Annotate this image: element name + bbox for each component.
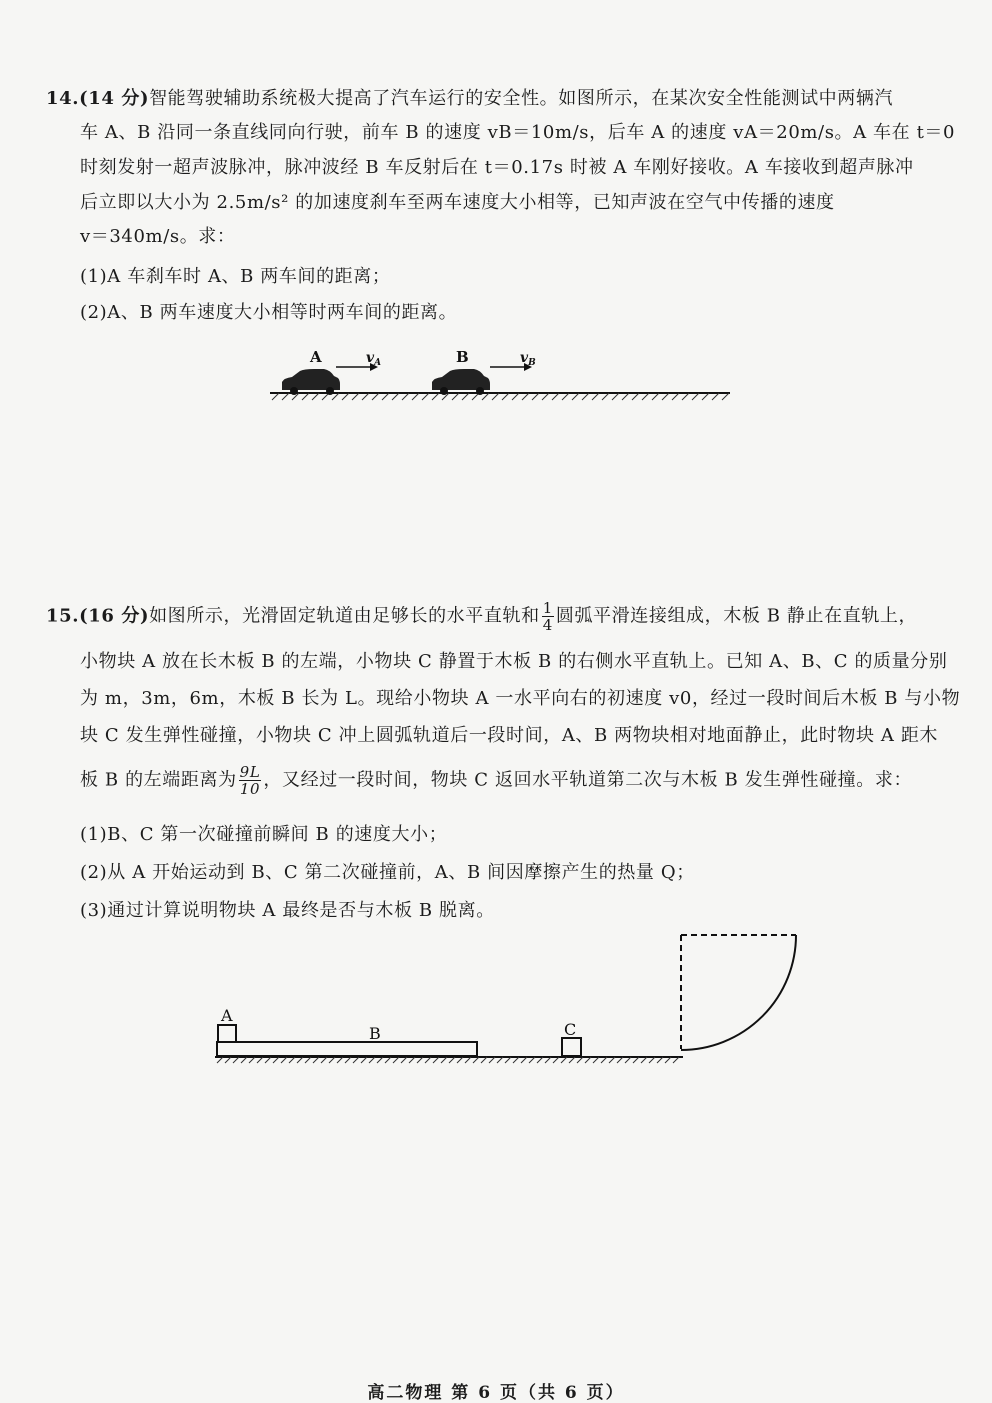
- q14-line-4: 后立即以大小为 2.5m/s² 的加速度刹车至两车速度大小相等，已知声波在空气中传播的速度: [80, 192, 835, 213]
- q14-line-3: 时刻发射一超声波脉冲，脉冲波经 B 车反射后在 t＝0.17s 时被 A 车刚好接收。A 车接收到超声脉冲: [80, 157, 914, 178]
- vb-label: $v_B$: [520, 350, 536, 368]
- block-c: [562, 1038, 581, 1056]
- car-b-label: B: [456, 348, 469, 366]
- q14-cars-figure: [260, 340, 730, 410]
- road-hatching: [272, 393, 729, 400]
- q15-text-5a: 板 B 的左端距离为: [80, 769, 237, 791]
- q15-sub-2: (2)从 A 开始运动到 B、C 第二次碰撞前，A、B 间因摩擦产生的热量 Q；: [80, 862, 695, 883]
- q15-points: (16 分): [79, 605, 150, 627]
- q15-fraction-quarter: [542, 600, 554, 633]
- q15-line-2: 小物块 A 放在长木板 B 的左端，小物块 C 静置于木板 B 的右侧水平直轨上。已知 A、B、C 的质量分别: [80, 651, 948, 672]
- q14-sub-1: (1)A 车刹车时 A、B 两车间的距离；: [80, 266, 391, 287]
- va-label: $v_A$: [366, 350, 382, 368]
- q14-number: 14.: [46, 88, 80, 109]
- q15-text-5b: ，又经过一段时间，物块 C 返回水平轨道第二次与木板 B 发生弹性碰撞。求：: [263, 769, 913, 791]
- label-a: A: [221, 1006, 233, 1025]
- q15-fraction-9l10: [239, 764, 262, 797]
- car-a-label: A: [310, 348, 322, 366]
- q14-text-1: 智能驾驶辅助系统极大提高了汽车运行的安全性。如图所示，在某次安全性能测试中两辆汽: [149, 88, 894, 109]
- q15-line-4: 块 C 发生弹性碰撞，小物块 C 冲上圆弧轨道后一段时间，A、B 两物块相对地面静止，此时物块 A 距木: [80, 725, 939, 746]
- page-footer: 高二物理 第 6 页（共 6 页）: [367, 1383, 625, 1403]
- car-a: [282, 369, 340, 395]
- q14-line-5: v＝340m/s。求：: [80, 226, 236, 247]
- q14-line-2: 车 A、B 沿同一条直线同向行驶，前车 B 的速度 vB＝10m/s，后车 A 的速度 vA＝20m/s。A 车在 t＝0: [80, 122, 956, 143]
- block-a: [218, 1025, 236, 1042]
- q14-sub-2: (2)A、B 两车速度大小相等时两车间的距离。: [80, 302, 458, 323]
- q15-sub-1: (1)B、C 第一次碰撞前瞬间 B 的速度大小；: [80, 824, 448, 845]
- car-b: [432, 369, 490, 395]
- q15-frac-num: 1: [542, 599, 553, 617]
- q15-track-figure: [205, 925, 815, 1075]
- q15-frac2-den: 10: [239, 780, 261, 798]
- q14-line-1: [46, 84, 893, 110]
- q15-number: 15.: [46, 605, 80, 627]
- q15-line-5: [80, 764, 912, 797]
- q15-frac2-num: 9L: [239, 763, 261, 781]
- board-b: [217, 1042, 477, 1056]
- arc-guide-dashed: [681, 935, 796, 1049]
- q14-points: (14 分): [79, 88, 150, 109]
- q15-line-3: 为 m，3m，6m，木板 B 长为 L。现给小物块 A 一水平向右的初速度 v0，经过一段时间后木板 B 与小物: [80, 688, 961, 709]
- q15-frac-den: 4: [542, 616, 553, 634]
- q15-text-1b: 圆弧平滑连接组成，木板 B 静止在直轨上，: [555, 605, 918, 627]
- q15-text-1a: 如图所示，光滑固定轨道由足够长的水平直轨和: [149, 605, 540, 627]
- q15-line-1: [46, 600, 917, 633]
- q15-sub-3: (3)通过计算说明物块 A 最终是否与木板 B 脱离。: [80, 900, 495, 921]
- label-b: B: [369, 1024, 381, 1043]
- label-c: C: [564, 1020, 577, 1039]
- quarter-arc-track: [681, 935, 796, 1050]
